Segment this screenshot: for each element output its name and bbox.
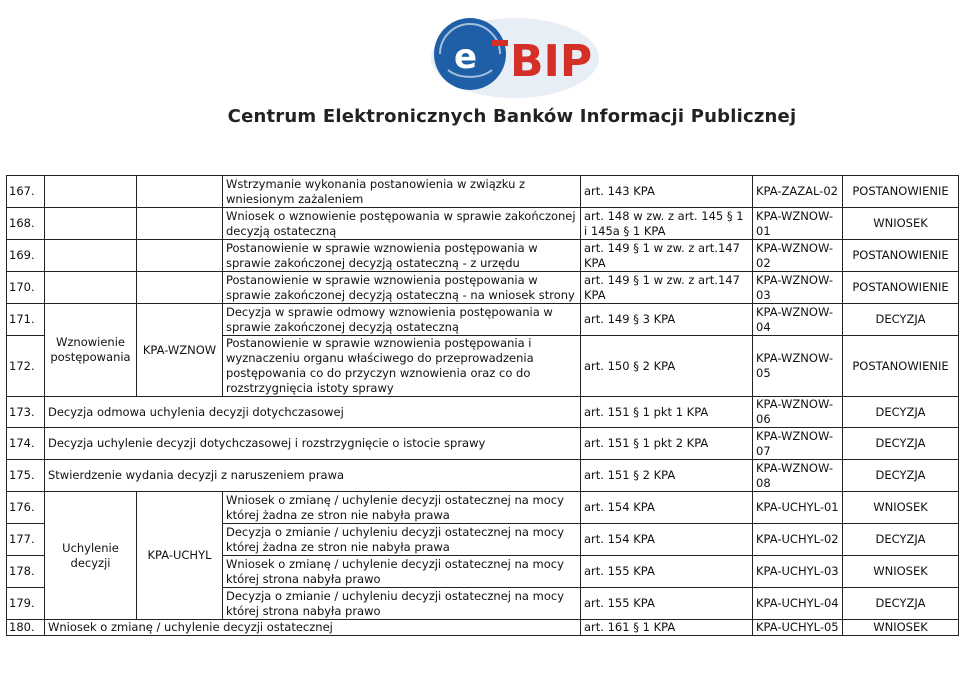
- row-type: POSTANOWIENIE: [843, 176, 959, 208]
- row-type: DECYZJA: [843, 524, 959, 556]
- row-number: 178.: [7, 556, 45, 588]
- group-cell: [45, 240, 137, 272]
- row-description: Wstrzymanie wykonania postanowienia w związku z wniesionym zażaleniem: [223, 176, 581, 208]
- header: [0, 0, 960, 172]
- row-code: KPA-UCHYL-03: [753, 556, 843, 588]
- documents-table: [6, 175, 959, 636]
- row-type: POSTANOWIENIE: [843, 240, 959, 272]
- row-type: POSTANOWIENIE: [843, 336, 959, 397]
- row-code: KPA-WZNOW-07: [753, 428, 843, 460]
- row-type: DECYZJA: [843, 304, 959, 336]
- group-name: Wznowienie postępowania: [45, 304, 137, 397]
- ebip-logo: [430, 10, 600, 110]
- row-number: 177.: [7, 524, 45, 556]
- row-article: art. 151 § 1 pkt 2 KPA: [581, 428, 753, 460]
- row-code: KPA-ZAZAL-02: [753, 176, 843, 208]
- row-type: WNIOSEK: [843, 492, 959, 524]
- row-description: Decyzja o zmianie / uchyleniu decyzji ostatecznej na mocy której żadna ze stron nie nabyła prawa: [223, 524, 581, 556]
- table-row: [7, 208, 959, 240]
- group-name: Uchylenie decyzji: [45, 492, 137, 620]
- row-description: Decyzja o zmianie / uchyleniu decyzji ostatecznej na mocy której strona nabyła prawo: [223, 588, 581, 620]
- table-row: [7, 428, 959, 460]
- row-number: 175.: [7, 460, 45, 492]
- svg-text:e: e: [454, 37, 478, 77]
- group-cell: [137, 240, 223, 272]
- row-article: art. 149 § 1 w zw. z art.147 KPA: [581, 240, 753, 272]
- row-number: 179.: [7, 588, 45, 620]
- table-row: [7, 620, 959, 636]
- group-cell: [137, 176, 223, 208]
- header-subtitle: Centrum Elektronicznych Banków Informacji Publicznej: [227, 106, 797, 127]
- row-type: DECYZJA: [843, 460, 959, 492]
- row-number: 171.: [7, 304, 45, 336]
- row-article: art. 155 KPA: [581, 556, 753, 588]
- row-article: art. 148 w zw. z art. 145 § 1 i 145a § 1 KPA: [581, 208, 753, 240]
- row-description: Wniosek o zmianę / uchylenie decyzji ostatecznej: [45, 620, 581, 636]
- table-row: [7, 240, 959, 272]
- row-code: KPA-WZNOW-01: [753, 208, 843, 240]
- group-cell: [45, 208, 137, 240]
- table-row: [7, 492, 959, 524]
- group-prefix: KPA-WZNOW: [137, 304, 223, 397]
- row-number: 172.: [7, 336, 45, 397]
- row-article: art. 150 § 2 KPA: [581, 336, 753, 397]
- row-description: Decyzja uchylenie decyzji dotychczasowej i rozstrzygnięcie o istocie sprawy: [45, 428, 581, 460]
- row-article: art. 151 § 1 pkt 1 KPA: [581, 397, 753, 428]
- table-row: [7, 272, 959, 304]
- group-cell: [45, 272, 137, 304]
- row-description: Postanowienie w sprawie wznowienia postępowania w sprawie zakończonej decyzją ostateczną - na wniosek strony: [223, 272, 581, 304]
- group-cell: [45, 176, 137, 208]
- row-number: 180.: [7, 620, 45, 636]
- row-description: Stwierdzenie wydania decyzji z naruszeniem prawa: [45, 460, 581, 492]
- row-code: KPA-UCHYL-01: [753, 492, 843, 524]
- row-description: Decyzja odmowa uchylenia decyzji dotychczasowej: [45, 397, 581, 428]
- row-type: WNIOSEK: [843, 620, 959, 636]
- row-code: KPA-WZNOW-02: [753, 240, 843, 272]
- row-number: 176.: [7, 492, 45, 524]
- row-article: art. 155 KPA: [581, 588, 753, 620]
- row-code: KPA-WZNOW-03: [753, 272, 843, 304]
- row-article: art. 161 § 1 KPA: [581, 620, 753, 636]
- row-code: KPA-UCHYL-04: [753, 588, 843, 620]
- row-code: KPA-WZNOW-05: [753, 336, 843, 397]
- row-type: DECYZJA: [843, 428, 959, 460]
- row-code: KPA-WZNOW-04: [753, 304, 843, 336]
- row-article: art. 151 § 2 KPA: [581, 460, 753, 492]
- svg-text:BIP: BIP: [510, 36, 593, 87]
- row-number: 167.: [7, 176, 45, 208]
- row-description: Decyzja w sprawie odmowy wznowienia postępowania w sprawie zakończonej decyzją ostateczną: [223, 304, 581, 336]
- row-number: 169.: [7, 240, 45, 272]
- group-cell: [137, 272, 223, 304]
- row-number: 174.: [7, 428, 45, 460]
- group-cell: [137, 208, 223, 240]
- row-description: Postanowienie w sprawie wznowienia postępowania i wyznaczeniu organu właściwego do przeprowadzenia postępowania co do przyczyn wznowienia oraz co do rozstrzygnięcia istoty sprawy: [223, 336, 581, 397]
- row-number: 168.: [7, 208, 45, 240]
- row-description: Wniosek o wznowienie postępowania w sprawie zakończonej decyzją ostateczną: [223, 208, 581, 240]
- table-row: [7, 176, 959, 208]
- row-type: DECYZJA: [843, 588, 959, 620]
- row-type: WNIOSEK: [843, 208, 959, 240]
- row-type: WNIOSEK: [843, 556, 959, 588]
- row-code: KPA-UCHYL-02: [753, 524, 843, 556]
- group-prefix: KPA-UCHYL: [137, 492, 223, 620]
- row-number: 170.: [7, 272, 45, 304]
- row-code: KPA-WZNOW-06: [753, 397, 843, 428]
- row-article: art. 149 § 1 w zw. z art.147 KPA: [581, 272, 753, 304]
- row-article: art. 154 KPA: [581, 492, 753, 524]
- row-type: POSTANOWIENIE: [843, 272, 959, 304]
- row-article: art. 143 KPA: [581, 176, 753, 208]
- table-row: [7, 397, 959, 428]
- row-code: KPA-WZNOW-08: [753, 460, 843, 492]
- row-description: Wniosek o zmianę / uchylenie decyzji ostatecznej na mocy której strona nabyła prawo: [223, 556, 581, 588]
- row-type: DECYZJA: [843, 397, 959, 428]
- row-description: Wniosek o zmianę / uchylenie decyzji ostatecznej na mocy której żadna ze stron nie nabyła prawa: [223, 492, 581, 524]
- row-description: Postanowienie w sprawie wznowienia postępowania w sprawie zakończonej decyzją ostateczną - z urzędu: [223, 240, 581, 272]
- row-number: 173.: [7, 397, 45, 428]
- row-code: KPA-UCHYL-05: [753, 620, 843, 636]
- table-row: [7, 460, 959, 492]
- table-row: [7, 304, 959, 336]
- row-article: art. 149 § 3 KPA: [581, 304, 753, 336]
- row-article: art. 154 KPA: [581, 524, 753, 556]
